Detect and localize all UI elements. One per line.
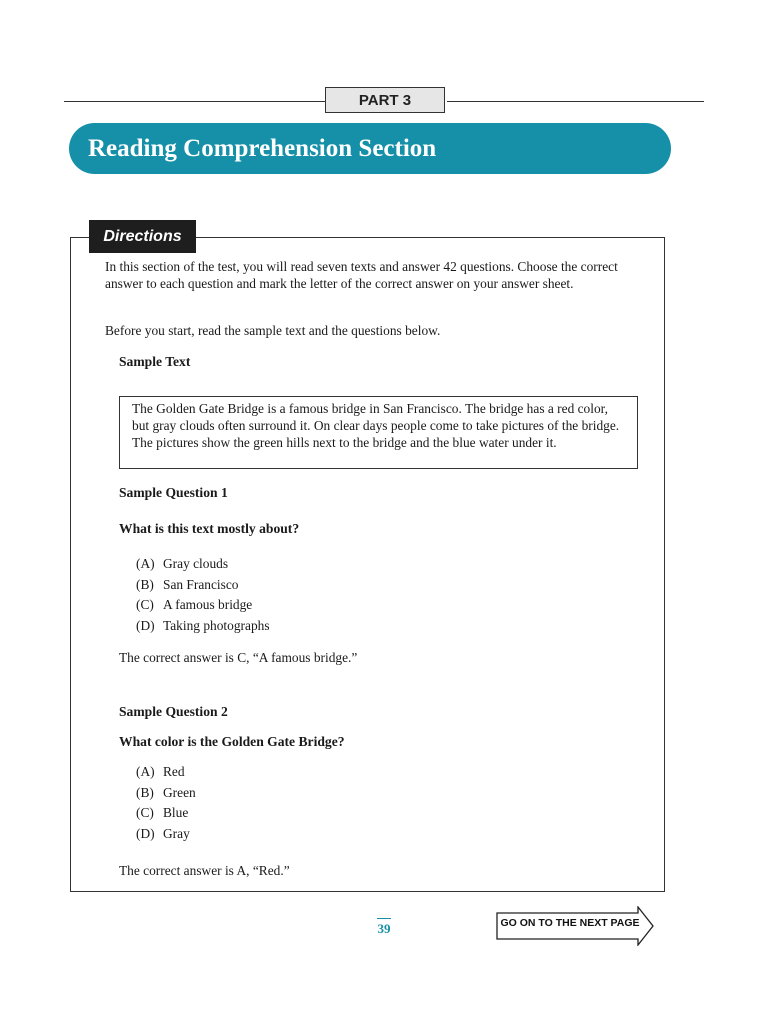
question-1-prompt: What is this text mostly about? xyxy=(119,521,300,536)
option-row xyxy=(136,595,270,616)
sample-text-label: Sample Text xyxy=(119,354,191,369)
question-1-options xyxy=(136,554,270,636)
question-1-label: Sample Question 1 xyxy=(119,485,228,500)
option-letter: (A) xyxy=(136,764,155,779)
option-text: Taking photographs xyxy=(163,617,270,633)
option-letter: (B) xyxy=(136,784,154,800)
page-number-rule xyxy=(377,918,391,919)
option-row xyxy=(136,554,270,575)
directions-tab: Directions xyxy=(89,220,196,253)
next-page-label: GO ON TO THE NEXT PAGE xyxy=(500,917,640,929)
option-text: San Francisco xyxy=(163,576,239,592)
option-text: Gray clouds xyxy=(163,556,229,571)
option-letter: (D) xyxy=(136,617,155,633)
section-title: Reading Comprehension Section xyxy=(88,134,437,162)
option-text: Red xyxy=(163,764,185,779)
question-2-options xyxy=(136,762,196,844)
option-letter: (C) xyxy=(136,597,154,613)
question-2-prompt: What color is the Golden Gate Bridge? xyxy=(119,734,345,749)
option-row xyxy=(136,824,196,845)
sample-text-box: The Golden Gate Bridge is a famous bridge in San Francisco. The bridge has a red color, but gray clouds often surround it. On clear days people come to take pictures of the bridge. The pictures show the green hills next to the bridge and the blue water under it. xyxy=(119,396,638,469)
page-number: 39 xyxy=(377,921,391,936)
option-text: A famous bridge xyxy=(163,597,253,613)
option-letter: (B) xyxy=(136,576,154,592)
directions-before-start: Before you start, read the sample text and the questions below. xyxy=(105,323,441,338)
option-letter: (C) xyxy=(136,805,154,821)
question-2-answer: The correct answer is A, “Red.” xyxy=(119,863,290,878)
option-row xyxy=(136,803,196,824)
option-letter: (A) xyxy=(136,556,155,571)
option-text: Green xyxy=(163,784,196,800)
part-label: PART 3 xyxy=(325,87,445,113)
directions-intro: In this section of the test, you will read seven texts and answer 42 questions. Choose the correct answer to each question and mark the letter of the correct answer on your answer sheet. xyxy=(105,259,618,291)
option-letter: (D) xyxy=(136,825,155,841)
option-row xyxy=(136,616,270,637)
option-row xyxy=(136,575,270,596)
option-text: Blue xyxy=(163,805,189,821)
option-text: Gray xyxy=(163,825,190,841)
header-rule-right xyxy=(447,101,704,102)
header-rule-left xyxy=(64,101,325,102)
question-2-label: Sample Question 2 xyxy=(119,704,228,719)
section-title-banner xyxy=(69,123,671,174)
question-1-answer: The correct answer is C, “A famous bridge.” xyxy=(119,650,358,665)
option-row xyxy=(136,762,196,783)
option-row xyxy=(136,783,196,804)
